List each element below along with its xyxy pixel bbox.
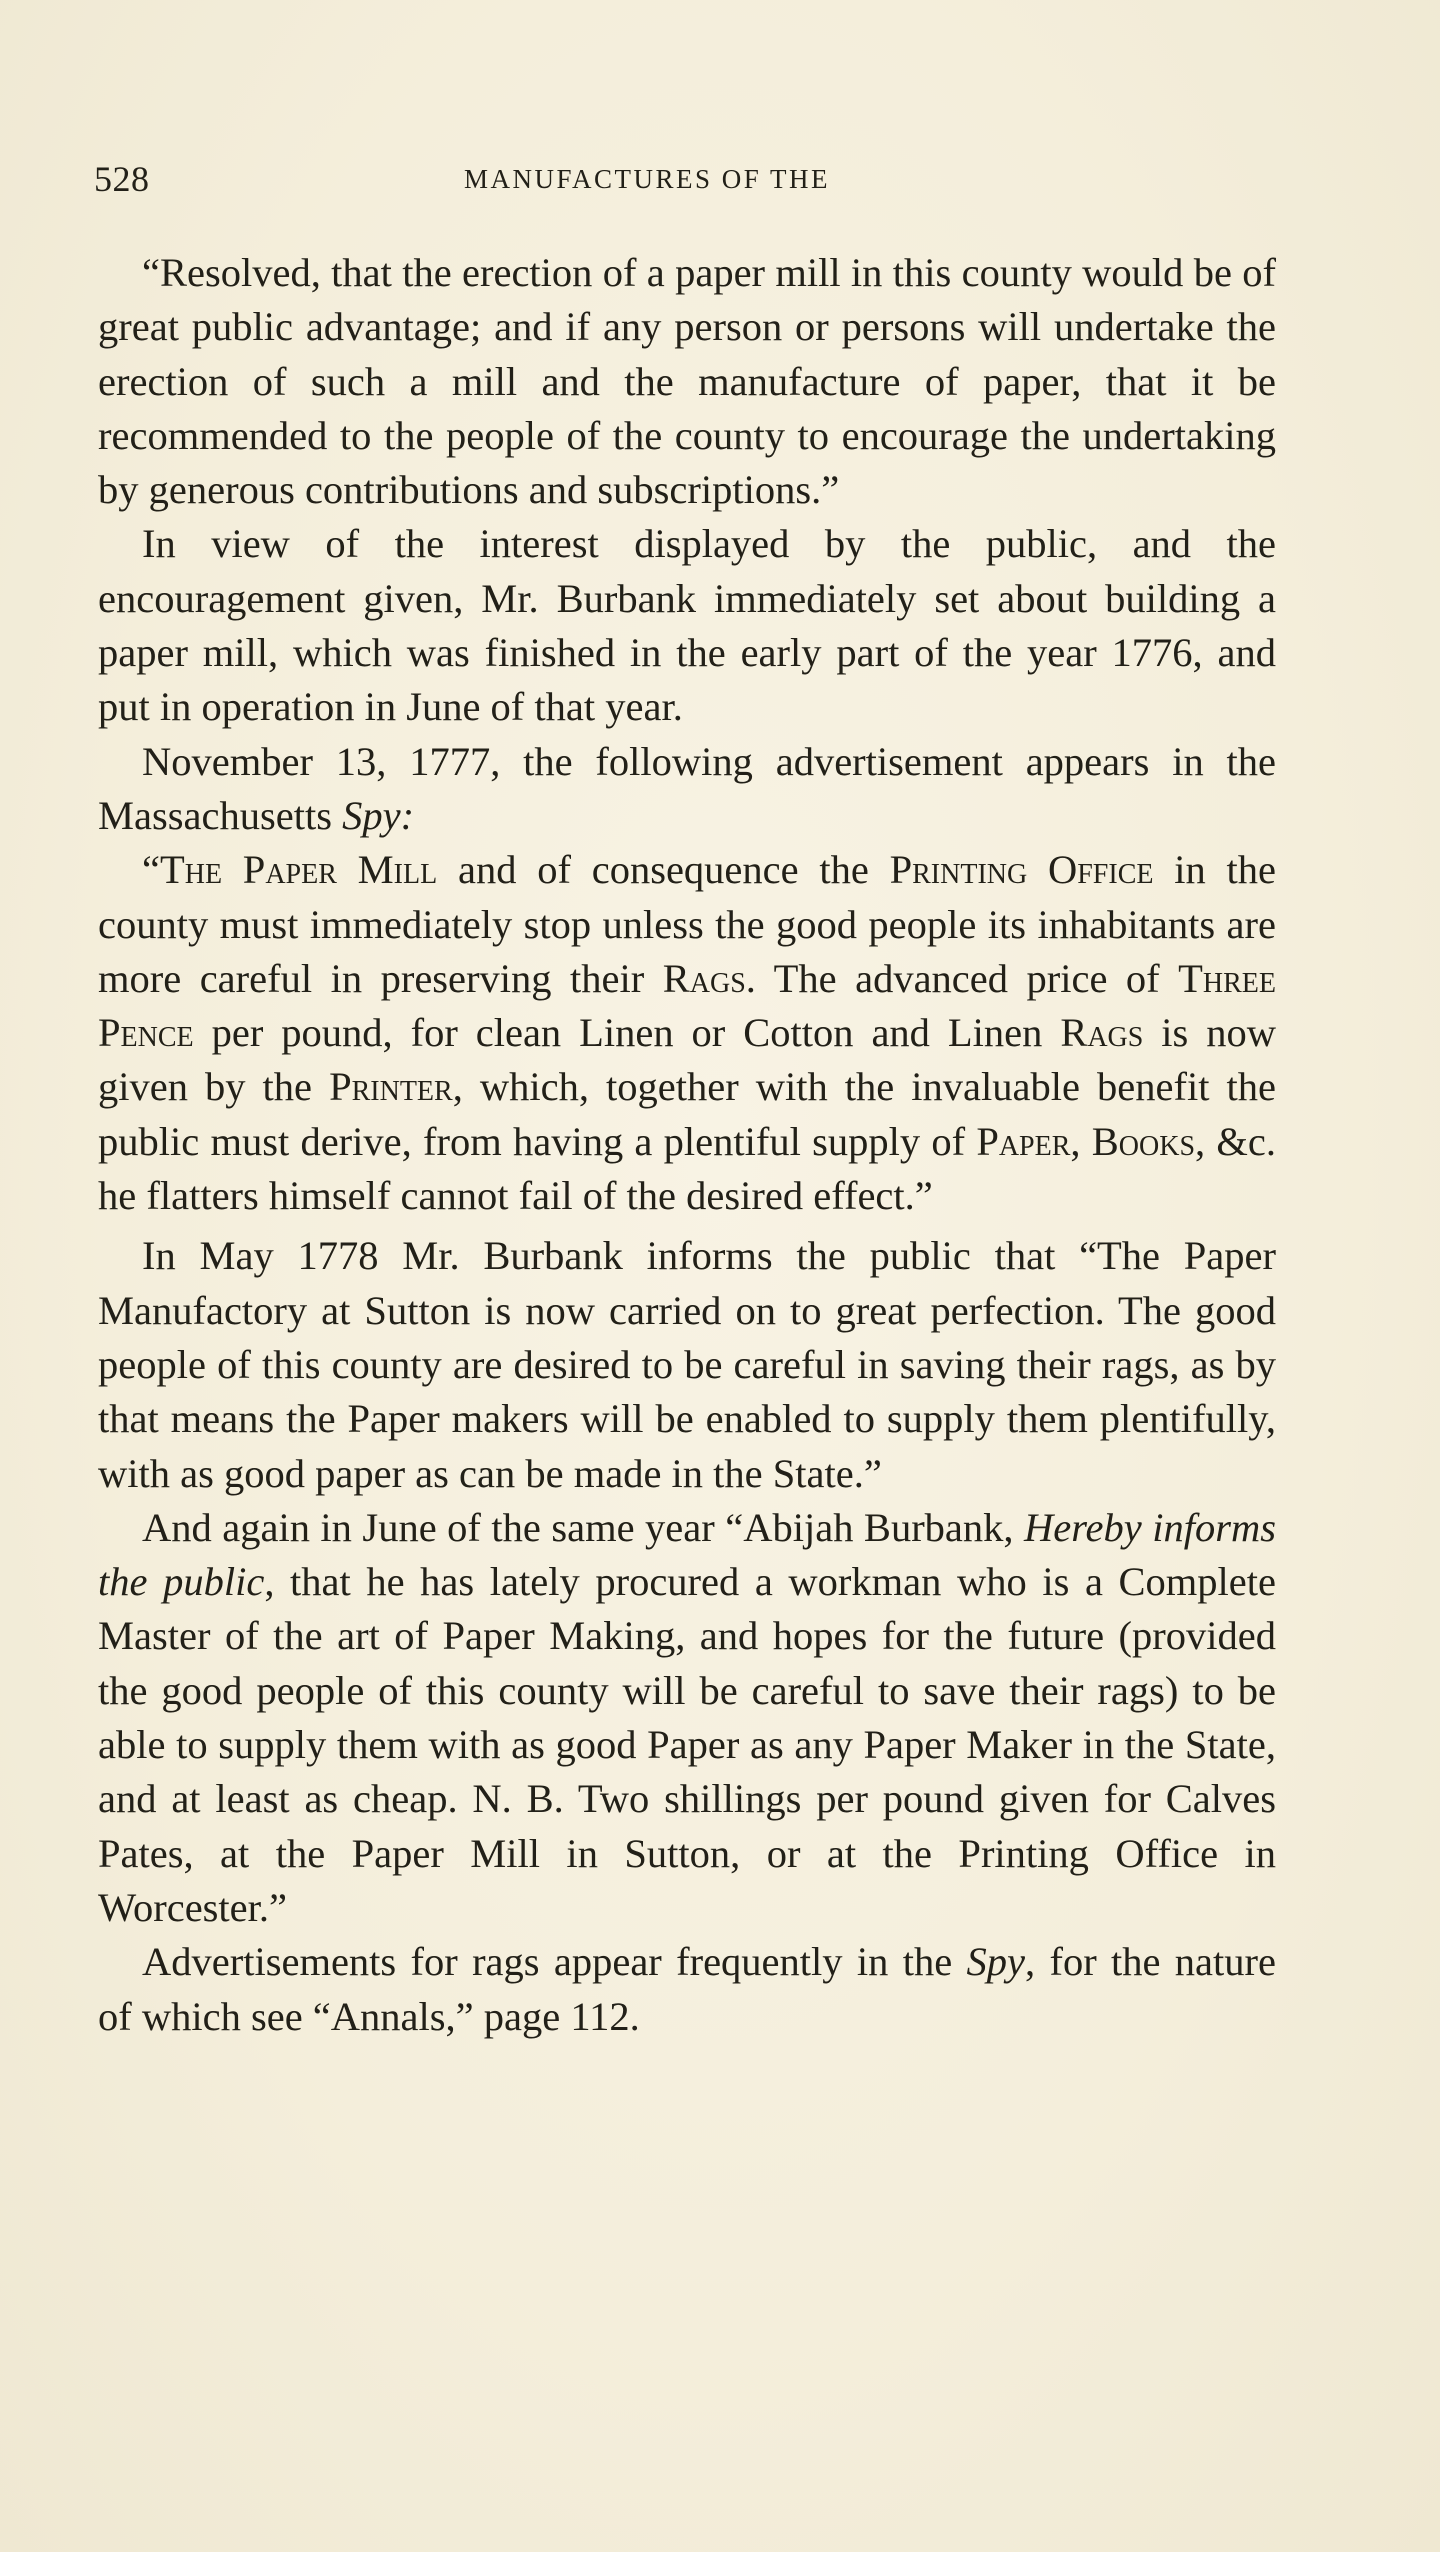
small-caps-text: Rags xyxy=(1060,1010,1144,1056)
text-run: And again in June of the same year “Abijah Burbank, xyxy=(142,1504,1025,1550)
small-caps-text: Printer xyxy=(329,1064,453,1110)
running-head: MANUFACTURES OF THE xyxy=(464,164,831,194)
body-text xyxy=(98,246,1276,2044)
text-run: per pound, for clean Linen or Cotton and Linen xyxy=(193,1010,1061,1056)
text-run: Advertisements for rags appear frequently in the xyxy=(142,1939,967,1985)
paragraph-paper-mill-built xyxy=(98,517,1276,734)
page-header xyxy=(94,158,1316,214)
text-run: in the county must immediately stop unless the good people its inhabitants are more careful in preserving their xyxy=(98,847,1276,1001)
text-run: is now given by the xyxy=(98,1010,1277,1110)
text-run: , that he has lately procured a workman who is a Complete Master of the art of Paper Making, and hopes for the future (provided the good people of this county will be careful to save their rags) to be able to supply them with as good Paper as any Paper Maker in the State, and at least as cheap. N. B. Two shillings per pound given for Calves Pates, at the Paper Mill in Sutton, or at the Printing Office in Worcester.” xyxy=(98,1559,1276,1930)
text-run: , which, together with the invaluable benefit the public must derive, from having a plentiful supply of xyxy=(98,1064,1276,1164)
text-run: “Resolved, that the erection of a paper mill in this county would be of great public advantage; and if any person or persons will undertake the erection of such a mill and the manufacture of paper, that it be recommended to the people of the county to encourage the undertaking by generous contributions and subscriptions.” xyxy=(98,250,1276,513)
paragraph-resolution xyxy=(98,246,1276,517)
small-caps-text: Printing Office xyxy=(889,847,1154,893)
italic-text: Spy xyxy=(966,1939,1025,1985)
text-run: “ xyxy=(142,847,160,893)
small-caps-text: The Paper Mill xyxy=(159,847,438,893)
text-run: , &c. he flatters himself cannot fail of the desired effect.” xyxy=(98,1118,1276,1219)
text-run: . The advanced price of xyxy=(745,955,1179,1001)
text-run: November 13, 1777, the following advertisement appears in the Massachusetts xyxy=(98,738,1276,838)
small-caps-text: Paper xyxy=(976,1118,1071,1164)
text-run: , for the nature of which see “Annals,” page 112. xyxy=(98,1939,1276,2039)
page-number: 528 xyxy=(94,159,150,199)
italic-text: Spy: xyxy=(342,792,415,838)
text-run: In May 1778 Mr. Burbank informs the public that “The Paper Manufactory at Sutton is now carried on to great perfection. The good people of this county are desired to be careful in saving their rags, as by that means the Paper makers will be enabled to supply them plentifully, with as good paper as can be made in the State.” xyxy=(98,1233,1276,1496)
text-run: , xyxy=(1070,1118,1092,1164)
text-run: In view of the interest displayed by the public, and the encouragement given, Mr. Burbank immediately set about building a paper mill, which was finished in the early part of the year 1776, and put in operation in June of that year. xyxy=(98,521,1276,730)
paragraph-may-1778 xyxy=(98,1229,1276,1500)
text-run: and of consequence the xyxy=(437,847,890,893)
small-caps-text: Books xyxy=(1091,1118,1196,1164)
small-caps-text: Rags xyxy=(662,955,746,1001)
paragraph-advertisements xyxy=(98,1935,1276,2044)
paragraph-spy-advertisement-intro xyxy=(98,735,1276,844)
italic-text: Hereby informs the public xyxy=(98,1504,1276,1605)
paragraph-june-notice xyxy=(98,1501,1276,1935)
small-caps-text: Three Pence xyxy=(98,955,1276,1056)
paragraph-paper-mill-notice xyxy=(98,843,1276,1223)
